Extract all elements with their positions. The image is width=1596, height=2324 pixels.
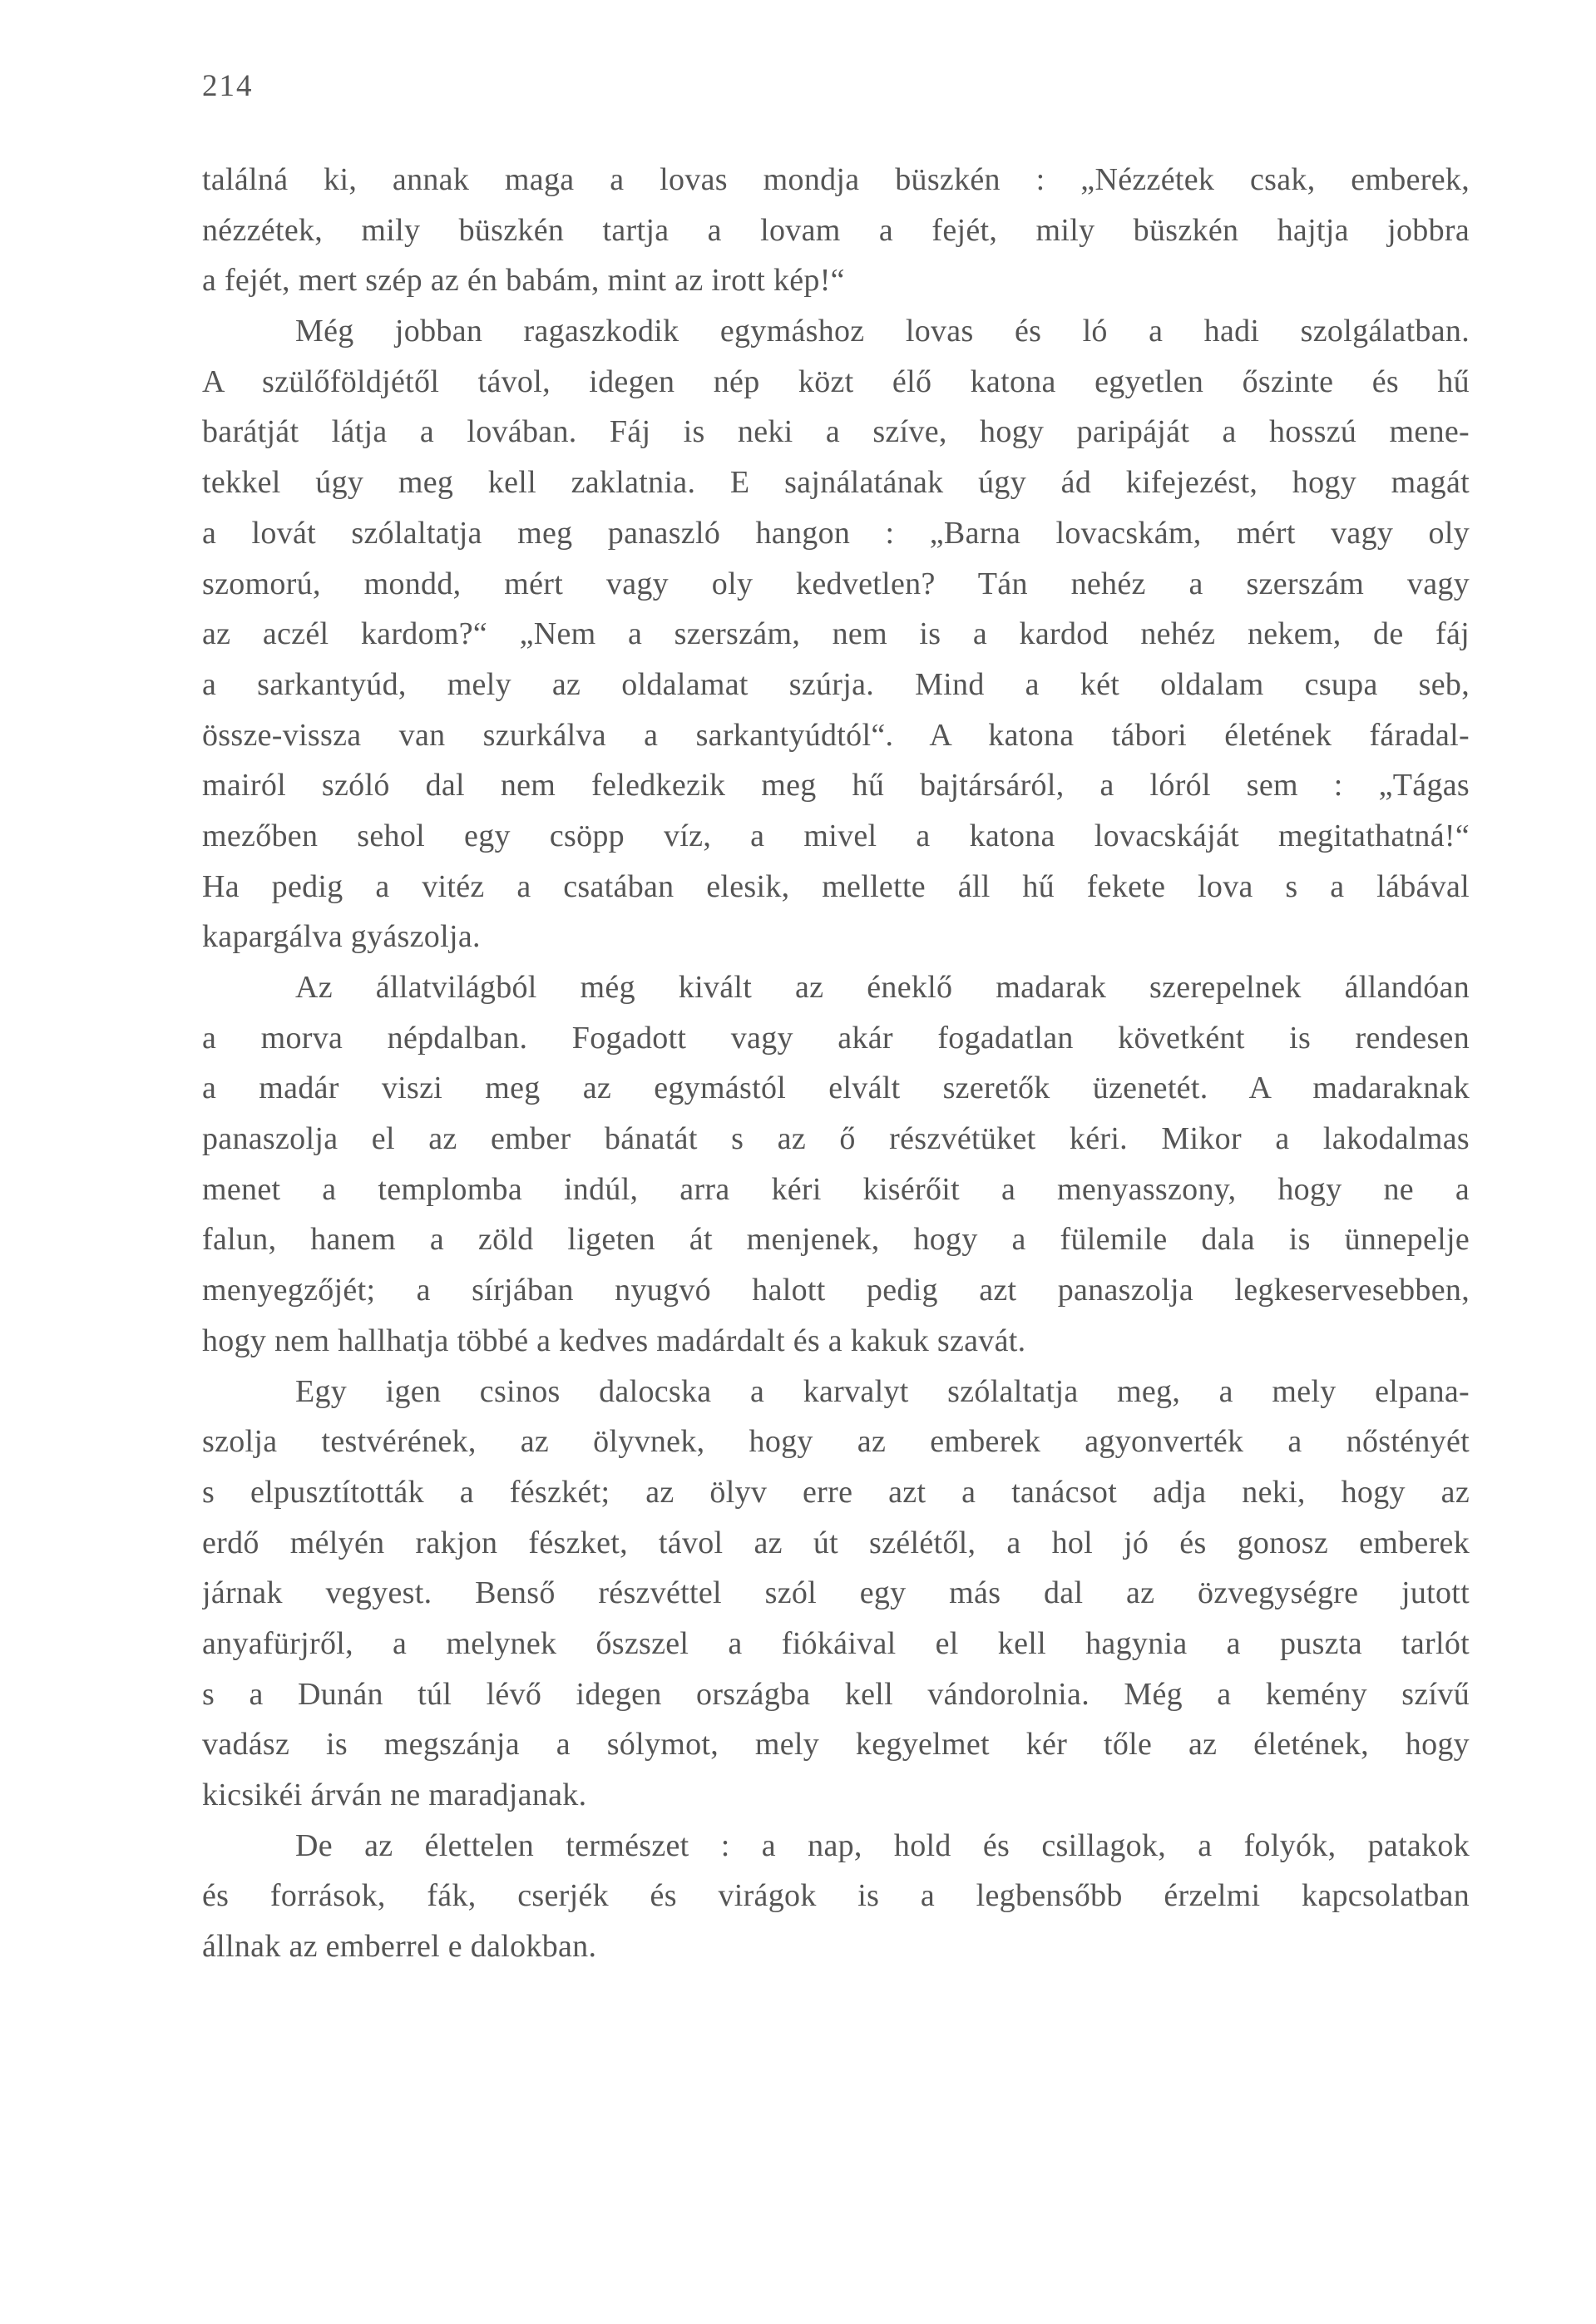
text-line: erdő mélyén rakjon fészket, távol az út szélétől, a hol jó és gonosz emberek	[202, 1525, 1470, 1560]
text-line: kicsikéi árván ne maradjanak.	[202, 1778, 587, 1812]
text-line: s elpusztították a fészkét; az ölyv erre azt a tanácsot adja neki, hogy az	[202, 1474, 1470, 1510]
text-line: tekkel úgy meg kell zaklatnia. E sajnálatának úgy ád kifejezést, hogy magát	[202, 465, 1470, 501]
text-line: menet a templomba indúl, arra kéri kisérőit a menyasszony, hogy ne a	[202, 1171, 1470, 1207]
text-line: vadász is megszánja a sólymot, mely kegyelmet kér tőle az életének, hogy	[202, 1727, 1470, 1763]
text-line: A szülőföldjétől távol, idegen nép közt élő katona egyetlen őszinte és hű	[202, 363, 1470, 399]
text-line: a madár viszi meg az egymástól elvált szeretők üzenetét. A madaraknak	[202, 1071, 1470, 1106]
page-number: 214	[202, 69, 254, 103]
text-line: találná ki, annak maga a lovas mondja büszkén : „Nézzétek csak, emberek,	[202, 162, 1470, 197]
text-line: nézzétek, mily büszkén tartja a lovam a fejét, mily büszkén hajtja jobbra	[202, 212, 1470, 248]
text-line: Az állatvilágból még kivált az éneklő madarak szerepelnek állandóan	[295, 970, 1470, 1005]
text-line: szolja testvérének, az ölyvnek, hogy az emberek agyonverték a nőstényét	[202, 1424, 1470, 1460]
text-line: a lovát szólaltatja meg panaszló hangon : „Barna lovacskám, mért vagy oly	[202, 515, 1470, 551]
text-line: össze-vissza van szurkálva a sarkantyúdtól“. A katona tábori életének fáradal-	[202, 717, 1470, 753]
text-line: menyegzőjét; a sírjában nyugvó halott pedig azt panaszolja legkeservesebben,	[202, 1273, 1470, 1308]
body-text	[202, 155, 1470, 1972]
text-line: panaszolja el az ember bánatát s az ő részvétüket kéri. Mikor a lakodalmas	[202, 1121, 1470, 1157]
text-line: mezőben sehol egy csöpp víz, a mivel a katona lovacskáját megitathatná!“	[202, 818, 1470, 853]
text-line: anyafürjről, a melynek őszszel a fiókáival el kell hagynia a puszta tarlót	[202, 1625, 1470, 1661]
text-line: s a Dunán túl lévő idegen országba kell vándorolnia. Még a kemény szívű	[202, 1676, 1470, 1712]
text-line: állnak az emberrel e dalokban.	[202, 1929, 597, 1965]
text-line: a sarkantyúd, mely az oldalamat szúrja. Mind a két oldalam csupa seb,	[202, 666, 1470, 702]
text-line: a morva népdalban. Fogadott vagy akár fogadatlan követként is rendesen	[202, 1020, 1470, 1056]
text-line: szomorú, mondd, mért vagy oly kedvetlen? Tán nehéz a szerszám vagy	[202, 566, 1470, 601]
text-line: Egy igen csinos dalocska a karvalyt szólaltatja meg, a mely elpana-	[295, 1373, 1470, 1409]
text-line: kapargálva gyászolja.	[202, 919, 481, 955]
text-line: De az élettelen természet : a nap, hold és csillagok, a folyók, patakok	[295, 1827, 1470, 1863]
text-line: járnak vegyest. Benső részvéttel szól egy más dal az özvegységre jutott	[202, 1575, 1470, 1611]
text-line: falun, hanem a zöld ligeten át menjenek, hogy a fülemile dala is ünnepelje	[202, 1222, 1470, 1258]
text-line: Még jobban ragaszkodik egymáshoz lovas és ló a hadi szolgálatban.	[295, 314, 1470, 349]
text-line: Ha pedig a vitéz a csatában elesik, mellette áll hű fekete lova s a lábával	[202, 868, 1470, 904]
text-line: mairól szóló dal nem feledkezik meg hű bajtársáról, a lóról sem : „Tágas	[202, 768, 1470, 804]
text-line: és források, fák, cserjék és virágok is a legbensőbb érzelmi kapcsolatban	[202, 1878, 1470, 1914]
text-line: az aczél kardom?“ „Nem a szerszám, nem is a kardod nehéz nekem, de fáj	[202, 616, 1470, 652]
text-line: a fejét, mert szép az én babám, mint az irott kép!“	[202, 263, 845, 299]
text-line: hogy nem hallhatja többé a kedves madárdalt és a kakuk szavát.	[202, 1323, 1026, 1358]
text-line: barátját látja a lovában. Fáj is neki a szíve, hogy paripáját a hosszú mene-	[202, 414, 1470, 450]
